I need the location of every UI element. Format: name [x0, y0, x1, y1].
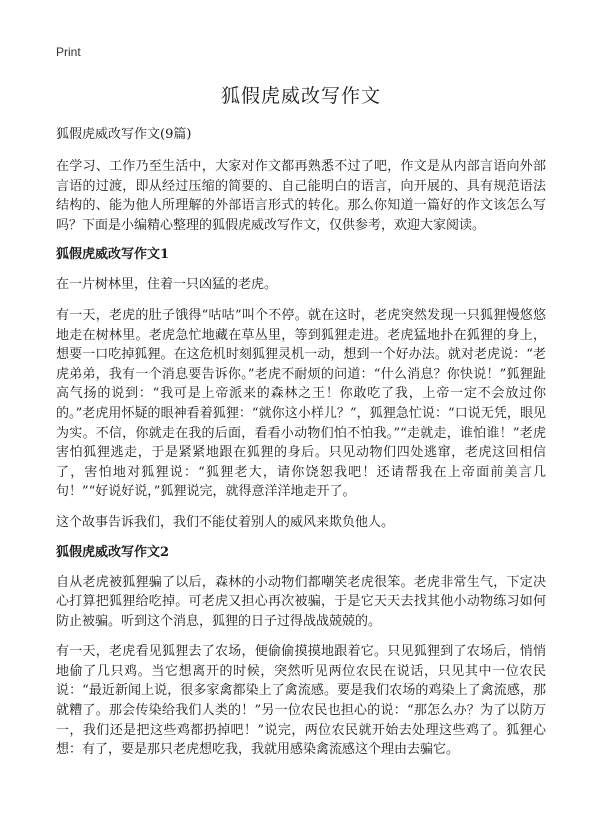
intro-paragraph: 在学习、工作乃至生活中，大家对作文都再熟悉不过了吧，作文是从内部言语向外部言语的过渡，即从经过压缩的简要的、自己能明白的语言，向开展的、具有规范语法结构的、能为他人所理解的外部语言形式的转化。那么你知道一篇好的作文该怎么写吗？下面是小编精心整理的狐假虎威改写作文，仅供参考，欢迎大家阅读。	[56, 159, 546, 233]
document-subtitle: 狐假虎威改写作文(9篇)	[56, 127, 192, 142]
section-2-paragraph-2: 有一天，老虎看见狐狸去了农场，便偷偷摸摸地跟着它。只见狐狸到了农场后，悄悄地偷了几只鸡。当它想离开的时候，突然听见两位农民在说话，只见其中一位农民说：“最近新闻上说，很多家禽都染上了禽流感。要是我们农场的鸡染上了禽流感，那就糟了。那会传染给我们人类的！”另一位农民也担心的说：“那怎么办？为了以防万一，我们还是把这些鸡都扔掉吧！”说完，两位农民就开始去处理这些鸡了。狐狸心想：有了，要是那只老虎想吃我，我就用感染禽流感这个理由去骗它。	[56, 644, 546, 758]
print-label: Print	[56, 45, 81, 59]
section-1-paragraph-3: 这个故事告诉我们，我们不能仗着别人的威风来欺负他人。	[56, 514, 395, 530]
section-heading-2: 狐假虎威改写作文2	[56, 544, 170, 560]
section-1-paragraph-1: 在一片树林里，住着一只凶猛的老虎。	[56, 277, 278, 293]
section-2-paragraph-1: 自从老虎被狐狸骗了以后，森林的小动物们都嘲笑老虎很笨。老虎非常生气，下定决心打算把狐狸给吃掉。可老虎又担心再次被骗，于是它天天去找其他小动物练习如何防止被骗。听到这个消息，狐狸的日子过得战战兢兢的。	[56, 574, 546, 629]
section-1-paragraph-2: 有一天，老虎的肚子饿得“咕咕”叫个不停。就在这时，老虎突然发现一只狐狸慢悠悠地走在树林里。老虎急忙地藏在草丛里，等到狐狸走进。老虎猛地扑在狐狸的身上，想要一口吃掉狐狸。在这危机时刻狐狸灵机一动，想到一个好办法。就对老虎说：“老虎弟弟，我有一个消息要告诉你。”老虎不耐烦的问道：“什么消息？你快说！”狐狸趾高气扬的说到：“我可是上帝派来的森林之王！你敢吃了我，上帝一定不会放过你的。”老虎用怀疑的眼神看着狐狸：“就你这小样儿？”，狐狸急忙说：“口说无凭，眼见为实。不信，你就走在我的后面，看看小动物们怕不怕我。”“走就走，谁怕谁！”老虎害怕狐狸逃走，于是紧紧地跟在狐狸的身后。只见动物们四处逃窜，老虎这回相信了，害怕地对狐狸说：“狐狸老大，请你饶恕我吧！还请帮我在上帝面前美言几句！”“好说好说，”狐狸说完，就得意洋洋地走开了。	[56, 307, 546, 500]
document-title: 狐假虎威改写作文	[220, 85, 381, 107]
section-heading-1: 狐假虎威改写作文1	[56, 247, 170, 263]
